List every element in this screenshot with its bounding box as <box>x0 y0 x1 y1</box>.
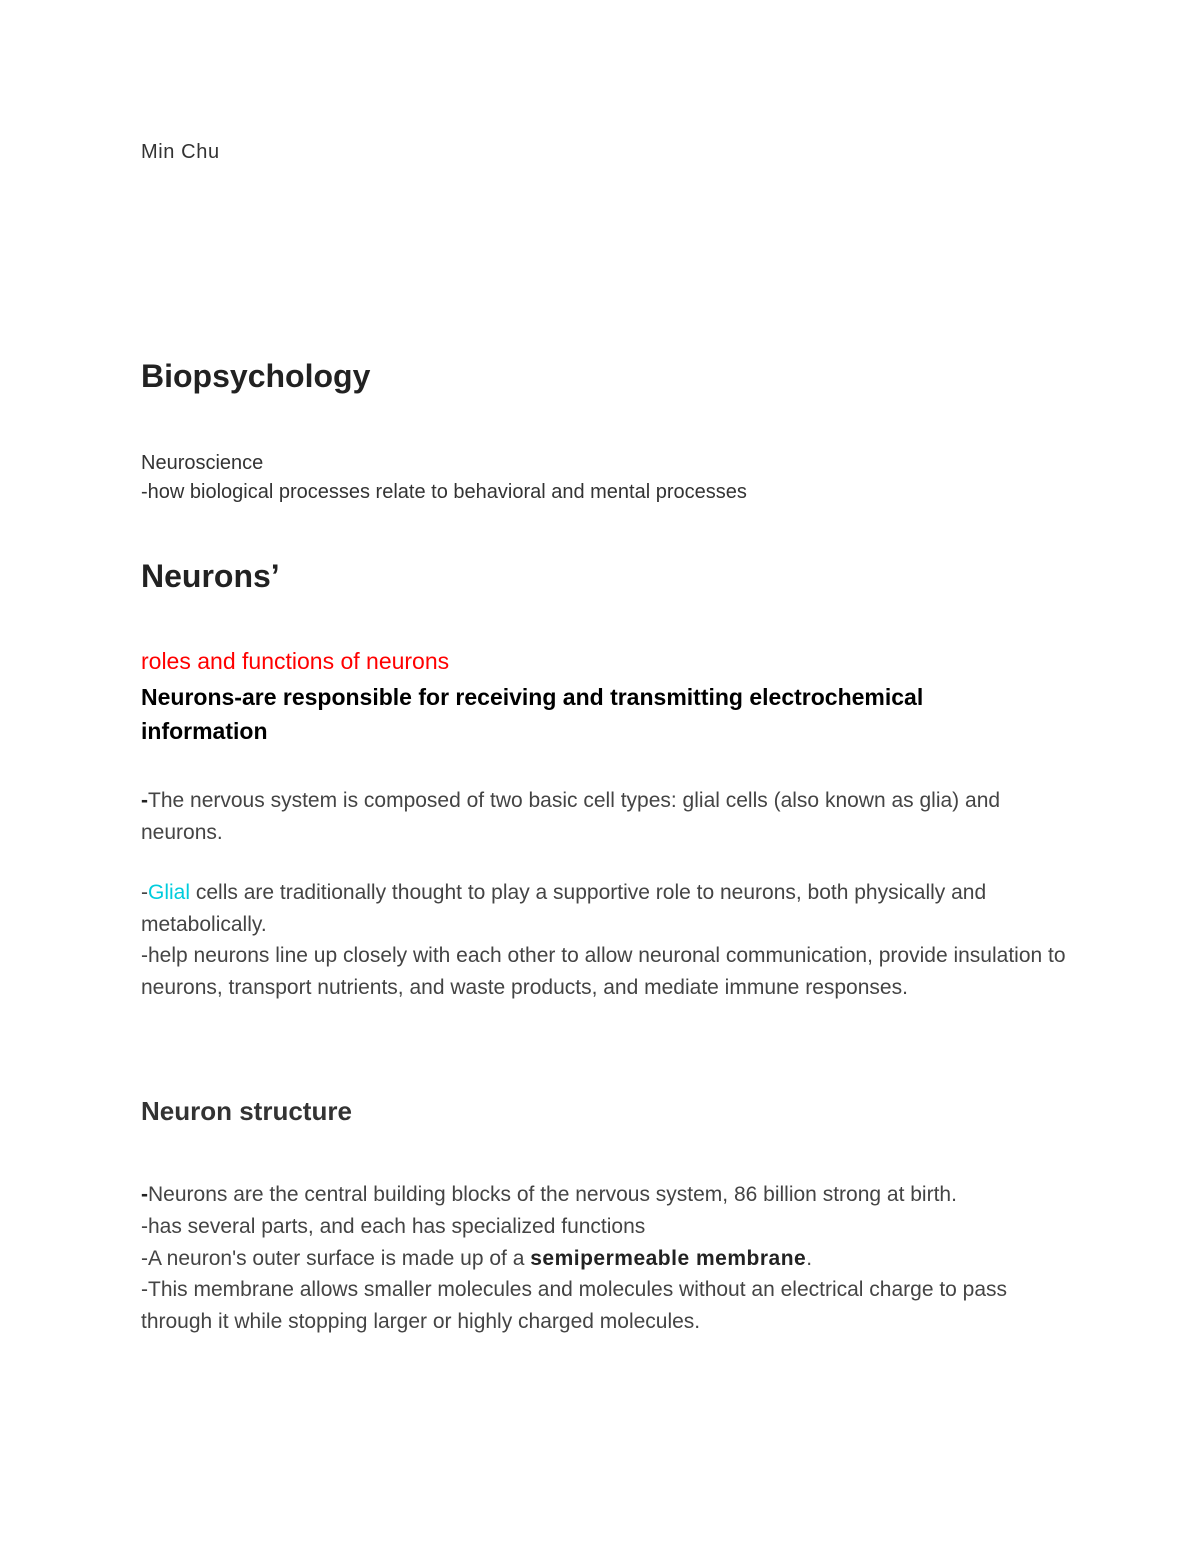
paragraph-text: . <box>806 1247 813 1270</box>
membrane-paragraph <box>141 1243 1071 1275</box>
paragraph-text: Neurons are the central building blocks of the nervous system, 86 billion strong at birth. <box>148 1183 957 1206</box>
paragraph-text: cells are traditionally thought to play a supportive role to neurons, both physically and metabolically. <box>141 881 987 936</box>
bullet-dash: - <box>141 881 148 904</box>
neurons-definition: Neurons-are responsible for receiving and transmitting electrochemical information <box>141 684 924 744</box>
nervous-system-paragraph <box>141 785 1071 848</box>
neurons-heading: Neurons’ <box>141 558 280 594</box>
building-blocks-paragraph <box>141 1179 1071 1211</box>
paragraph-text: -A neuron's outer surface is made up of a <box>141 1247 531 1270</box>
parts-paragraph: -has several parts, and each has specialized functions <box>141 1215 646 1238</box>
neuroscience-label: Neuroscience <box>141 452 264 474</box>
bullet-dash: - <box>141 1183 148 1206</box>
author-name: Min Chu <box>141 141 220 163</box>
membrane-function-paragraph: -This membrane allows smaller molecules and molecules without an electrical charge to pass through it while stopping larger or highly charged molecules. <box>141 1278 1008 1333</box>
neuron-structure-heading: Neuron structure <box>141 1096 352 1126</box>
neurons-subheading: roles and functions of neurons <box>141 648 450 674</box>
neuroscience-definition: -how biological processes relate to behavioral and mental processes <box>141 481 747 503</box>
paragraph-text: The nervous system is composed of two basic cell types: glial cells (also known as glia) and neurons. <box>141 789 1001 844</box>
semipermeable-membrane-term: semipermeable membrane <box>530 1247 807 1270</box>
bullet-dash: - <box>141 789 148 812</box>
glial-highlight: Glial <box>148 881 191 904</box>
glial-functions-paragraph: -help neurons line up closely with each other to allow neuronal communication, provide insulation to neurons, transport nutrients, and waste products, and mediate immune responses. <box>141 944 1066 999</box>
glial-paragraph <box>141 877 1071 940</box>
document-title: Biopsychology <box>141 358 371 394</box>
